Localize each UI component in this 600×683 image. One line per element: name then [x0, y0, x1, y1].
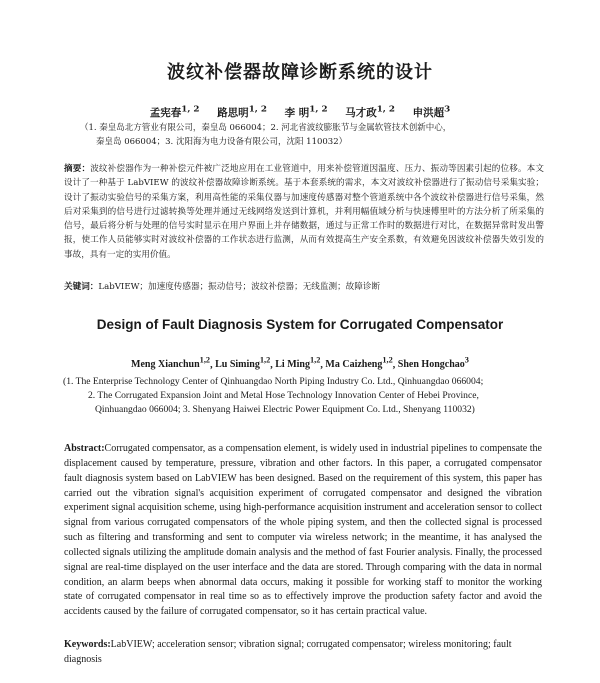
english-abstract-label: Abstract:	[64, 443, 105, 454]
cn-author: 申洪超$^3$	[412, 104, 451, 119]
english-authors: Meng Xianchun$^{1,2}$, Lu Siming$^{1,2}$, Li Ming$^{1,2}$, Ma Caizheng$^{1,2}$, Shen Hongchao$^3$	[131, 356, 469, 371]
en-author: Meng Xianchun$^{1,2}$	[131, 356, 211, 371]
chinese-affiliation-line-2: 秦皇岛 066004；3. 沈阳海为电力设备有限公司，沈阳 110032）	[96, 137, 348, 147]
english-affiliation-line-1: (1. The Enterprise Technology Center of Qinhuangdao North Piping Industry Co. Ltd., Qinhuangdao 066004;	[63, 376, 484, 387]
english-affiliation-line-2: 2. The Corrugated Expansion Joint and Metal Hose Technology Innovation Center of Hebei Province,	[88, 390, 479, 401]
cn-author: 马才政$^{1, 2}$	[345, 104, 395, 119]
en-author: Shen Hongchao$^3$	[397, 356, 469, 371]
english-keywords	[64, 638, 542, 667]
cn-author: 李 明$^{1, 2}$	[284, 104, 328, 119]
chinese-keywords-text: LabVIEW；加速度传感器；振动信号；波纹补偿器；无线监测；故障诊断	[98, 282, 381, 292]
chinese-title: 波纹补偿器故障诊断系统的设计	[167, 62, 433, 83]
english-keywords-label: Keywords:	[64, 639, 111, 650]
en-author: Li Ming$^{1,2}$	[275, 356, 321, 371]
en-author: Lu Siming$^{1,2}$	[215, 356, 271, 371]
english-keywords-text: LabVIEW; acceleration sensor; vibration signal; corrugated compensator; wireless monitoring; fault diagnosis	[64, 639, 512, 665]
chinese-abstract	[64, 162, 544, 262]
cn-author: 路思明$^{1, 2}$	[217, 104, 267, 119]
chinese-keywords	[64, 281, 544, 294]
cn-author: 孟宪春$^{1, 2}$	[149, 104, 200, 119]
english-abstract	[64, 442, 542, 620]
english-abstract-text: Corrugated compensator, as a compensation element, is widely used in industrial pipelines to compensate the displacement caused by temperature, pressure, vibration and other factors. In this paper, a corrugated compensator fault diagnosis system based on LabVIEW has been designed. Based on the requirement of this system, this paper has carried out the vibration signal's acquisition experiment of corrugated compensator and designed the vibration experiment signal acquisition scheme, using high-performance acquisition instrument and acceleration sensor to collect signal from various corrugated compensators of the whole piping system, and then the collected signal is processed such as filtering and transforming and sent to computer via wireless network; in the meantime, it has analysed the collected signals utilizing the amplitude domain analysis and the method of fast Fourier analysis. Finally, the processed signal are real-time displayed on the user interface and the data are stored. Through comparing with the data in normal condition, an alarm beeps when abnormal data occurs, making it possible for working staff to monitor the working state of corrugated compensator in real time so as to effectively improve the production safety factor and avoid the accidents caused by the failure of corrugated compensator, so it has certain practical value.	[64, 443, 542, 618]
english-affiliation-line-3: Qinhuangdao 066004; 3. Shenyang Haiwei Electric Power Equipment Co. Ltd., Shenyang 110032)	[95, 404, 475, 415]
chinese-authors	[0, 104, 600, 120]
chinese-keywords-label: 关键词：	[64, 282, 99, 292]
en-author: Ma Caizheng$^{1,2}$	[325, 356, 393, 371]
english-title: Design of Fault Diagnosis System for Corrugated Compensator	[96, 317, 504, 332]
chinese-affiliation-line-1: （1. 秦皇岛北方管业有限公司，秦皇岛 066004；2. 河北省波纹膨胀节与金属软管技术创新中心，	[80, 123, 452, 133]
chinese-abstract-text: 波纹补偿器作为一种补偿元件被广泛地应用在工业管道中，用来补偿管道因温度、压力、振动等因素引起的位移。本文设计了一种基于 LabVIEW 的波纹补偿器故障诊断系统。基于本套系统的需求，本文对波纹补偿器进行了振动信号采集实验；设计了振动实验信号的采集方案，利用高性能的采集仪器与加速度传感器对整个管道系统中各个波纹补偿器进行信号采集，然后对采集到的信号进行过滤转换等处理并通过无线网络发送到计算机，并利用幅值域分析与快速傅里叶的方法分析了所采集的信号，最后将分析与处理的信号实时显示在用户界面上并存储数据，通过与正常工作时的数据进行对比，在数据异常时发出警报，使工作人员能够实时对波纹补偿器的工作状态进行监测，从而有效提高生产安全系数，有效避免因波纹补偿器失效引发的事故，具有一定的实用价值。	[64, 164, 544, 260]
chinese-abstract-label: 摘要：	[64, 164, 91, 174]
